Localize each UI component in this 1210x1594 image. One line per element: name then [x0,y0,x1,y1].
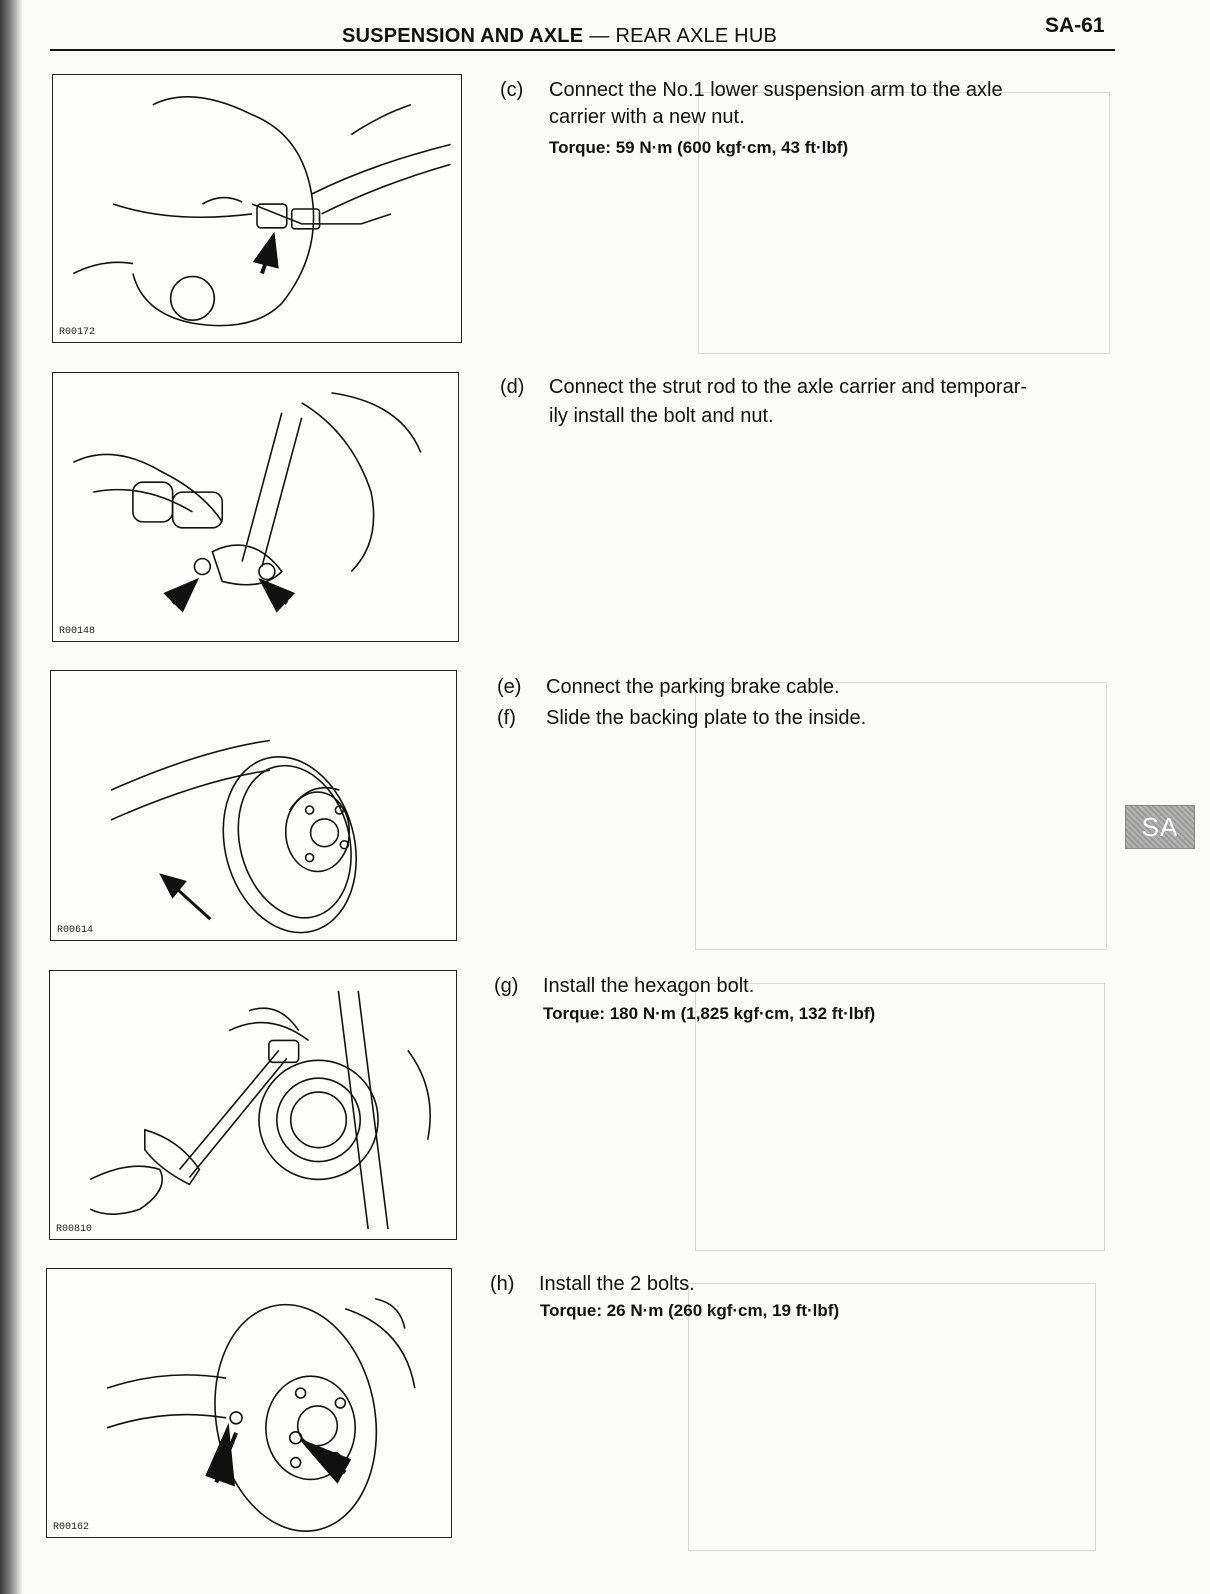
step-letter: (g) [494,975,519,997]
step-text-line1: Install the hexagon bolt. [543,975,755,997]
page-number: SA-61 [1045,14,1105,37]
step-text-line1: Install the 2 bolts. [539,1273,695,1295]
step-g [494,972,1114,1002]
step-d [500,373,1120,433]
figure-code: R00614 [57,925,94,936]
hexagon-bolt-illustration [50,971,456,1239]
step-f [497,704,1117,734]
book-binding-shadow [0,0,22,1594]
header-dash: — [589,25,610,47]
figure-two-bolts [46,1268,452,1538]
figure-code: R00810 [56,1224,93,1235]
figure-hexagon-bolt [49,970,457,1240]
figure-backing-plate [50,670,457,941]
step-text-line1: Slide the backing plate to the inside. [546,707,867,729]
header-section: REAR AXLE HUB [615,25,777,47]
figure-code: R00172 [59,327,96,338]
torque-spec-c: Torque: 59 N·m (600 kgf·cm, 43 ft·lbf) [549,138,849,157]
step-text-line2: ily install the bolt and nut. [549,405,774,427]
bleed-through-panel [688,1283,1096,1551]
step-letter: (e) [497,676,522,698]
step-text-line1: Connect the parking brake cable. [546,676,840,698]
step-letter: (f) [497,707,516,729]
step-text-line1: Connect the No.1 lower suspension arm to the axle [549,79,1003,101]
torque-spec-h: Torque: 26 N·m (260 kgf·cm, 19 ft·lbf) [540,1301,840,1320]
step-e [497,673,1117,703]
backing-plate-illustration [51,671,456,940]
lower-arm-illustration [53,75,461,342]
step-letter: (h) [490,1273,515,1295]
figure-code: R00162 [53,1522,90,1533]
strut-rod-illustration [53,373,458,641]
step-text-line2: carrier with a new nut. [549,106,745,128]
step-letter: (d) [500,376,525,398]
page-header-title [342,25,777,48]
two-bolts-illustration [47,1269,451,1537]
step-text-line1: Connect the strut rod to the axle carrier and temporar- [549,376,1028,398]
step-c [500,76,1120,136]
header-chapter: SUSPENSION AND AXLE [342,25,584,47]
torque-spec-g: Torque: 180 N·m (1,825 kgf·cm, 132 ft·lbf) [543,1004,876,1023]
figure-strut-rod [52,372,459,642]
step-h [490,1270,1110,1300]
figure-code: R00148 [59,626,96,637]
section-side-tab: SA [1125,805,1195,849]
figure-lower-arm [52,74,462,343]
header-rule [50,49,1115,51]
step-letter: (c) [500,79,524,101]
